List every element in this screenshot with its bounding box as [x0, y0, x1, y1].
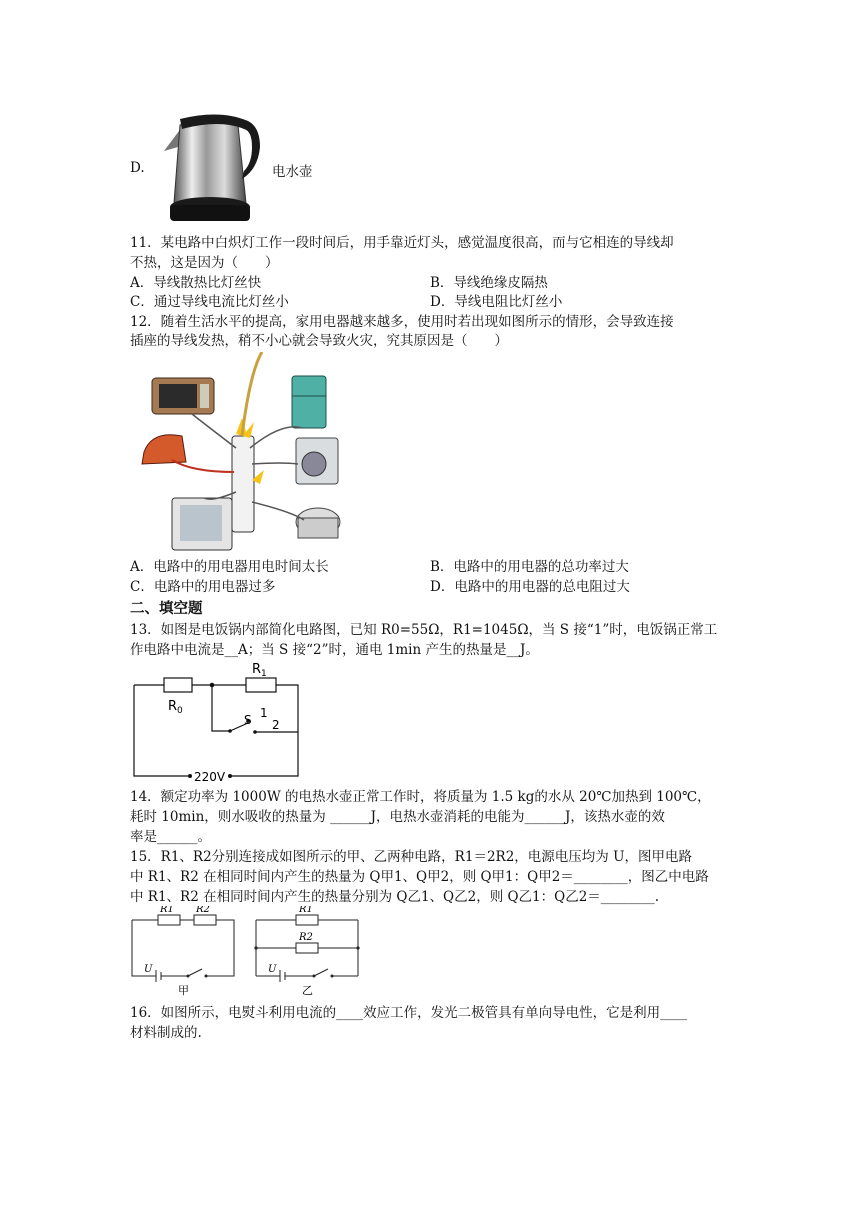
q11-stem-line2: 不热，这是因为（ ）: [130, 255, 279, 271]
overloaded-power-strip-illustration: [132, 352, 364, 556]
svg-text:R1: [252, 662, 267, 679]
q13-rice-cooker-circuit: [130, 660, 305, 784]
q15b-u-label: U: [268, 964, 277, 975]
q13-r0-label: R: [168, 699, 178, 714]
kettle-image: [160, 107, 270, 229]
q14-stem-line2: 耗时 10min，则水吸收的热量为 ______J，电热水壶消耗的电能为______J，该热水壶的效: [130, 809, 665, 825]
q15-stem-line3: 中 R1、R2 在相同时间内产生的热量分别为 Q乙1、Q乙2，则 Q乙1：Q乙2＝________.: [130, 889, 660, 905]
q15a-caption: 甲: [178, 984, 189, 997]
q10-option-d-label: 电水壶: [272, 164, 313, 180]
q13-switch-label: S: [244, 713, 252, 727]
q15-circuit-b: [252, 906, 364, 998]
q15a-u-label: U: [144, 964, 153, 975]
q13-switch-pos2: 2: [272, 718, 280, 732]
section-title-fill-in: 二、填空题: [130, 601, 203, 617]
q13-switch-pos1: 1: [260, 706, 268, 720]
q14-stem-line3: 率是______。: [130, 829, 211, 845]
q12-option-a: A．电路中的用电器用电时间太长: [130, 559, 329, 575]
q14-stem-line1: 14．额定功率为 1000W 的电热水壶正常工作时，将质量为 1.5 kg的水从 20℃加热到 100℃，: [130, 789, 711, 805]
q15b-r2-label: R2: [299, 932, 313, 943]
q11-option-a: A．导线散热比灯丝快: [130, 275, 262, 291]
q15-circuit-a: [128, 906, 240, 998]
q15a-r2-label: R2: [196, 906, 210, 915]
svg-text:R0: [168, 699, 183, 716]
q12-stem-line2: 插座的导线发热，稍不小心就会导致火灾，究其原因是（ ）: [130, 333, 508, 349]
q13-r1-sub: 1: [261, 669, 267, 679]
q12-option-b: B．电路中的用电器的总功率过大: [430, 559, 629, 575]
q13-r0-sub: 0: [177, 706, 183, 716]
q15a-r1-label: R1: [160, 906, 174, 915]
q11-option-b: B．导线绝缘皮隔热: [430, 275, 548, 291]
q12-stem-line1: 12．随着生活水平的提高，家用电器越来越多，使用时若出现如图所示的情形，会导致连接: [130, 314, 674, 330]
q13-voltage-label: 220V: [194, 770, 226, 784]
q13-stem-line1: 13．如图是电饭锅内部简化电路图，已知 R0=55Ω，R1=1045Ω，当 S 接“1”时，电饭锅正常工: [130, 622, 718, 638]
q15b-r1-label: R1: [299, 906, 313, 915]
q16-stem-line1: 16．如图所示，电熨斗利用电流的____效应工作，发光二极管具有单向导电性，它是利用____: [130, 1005, 688, 1021]
q13-r1-label: R: [252, 662, 262, 677]
q11-option-d: D．导线电阻比灯丝小: [430, 294, 563, 310]
q12-option-c: C．电路中的用电器过多: [130, 579, 276, 595]
q15-stem-line2: 中 R1、R2 在相同时间内产生的热量为 Q甲1、Q甲2，则 Q甲1：Q甲2＝________，图乙中电路: [130, 869, 709, 885]
q15b-caption: 乙: [302, 984, 313, 997]
q11-stem-line1: 11．某电路中白炽灯工作一段时间后，用手靠近灯头，感觉温度很高，而与它相连的导线却: [130, 235, 674, 251]
q16-stem-line2: 材料制成的.: [130, 1025, 202, 1041]
q15-stem-line1: 15．R1、R2分别连接成如图所示的甲、乙两种电路，R1＝2R2，电源电压均为 U，图甲电路: [130, 849, 692, 865]
q12-option-d: D．电路中的用电器的总电阻过大: [430, 579, 630, 595]
q11-option-c: C．通过导线电流比灯丝小: [130, 294, 289, 310]
q13-stem-line2: 作电路中电流是__A；当 S 接“2”时，通电 1min 产生的热量是__J。: [130, 642, 539, 658]
q10-option-d-letter: D.: [130, 160, 145, 176]
